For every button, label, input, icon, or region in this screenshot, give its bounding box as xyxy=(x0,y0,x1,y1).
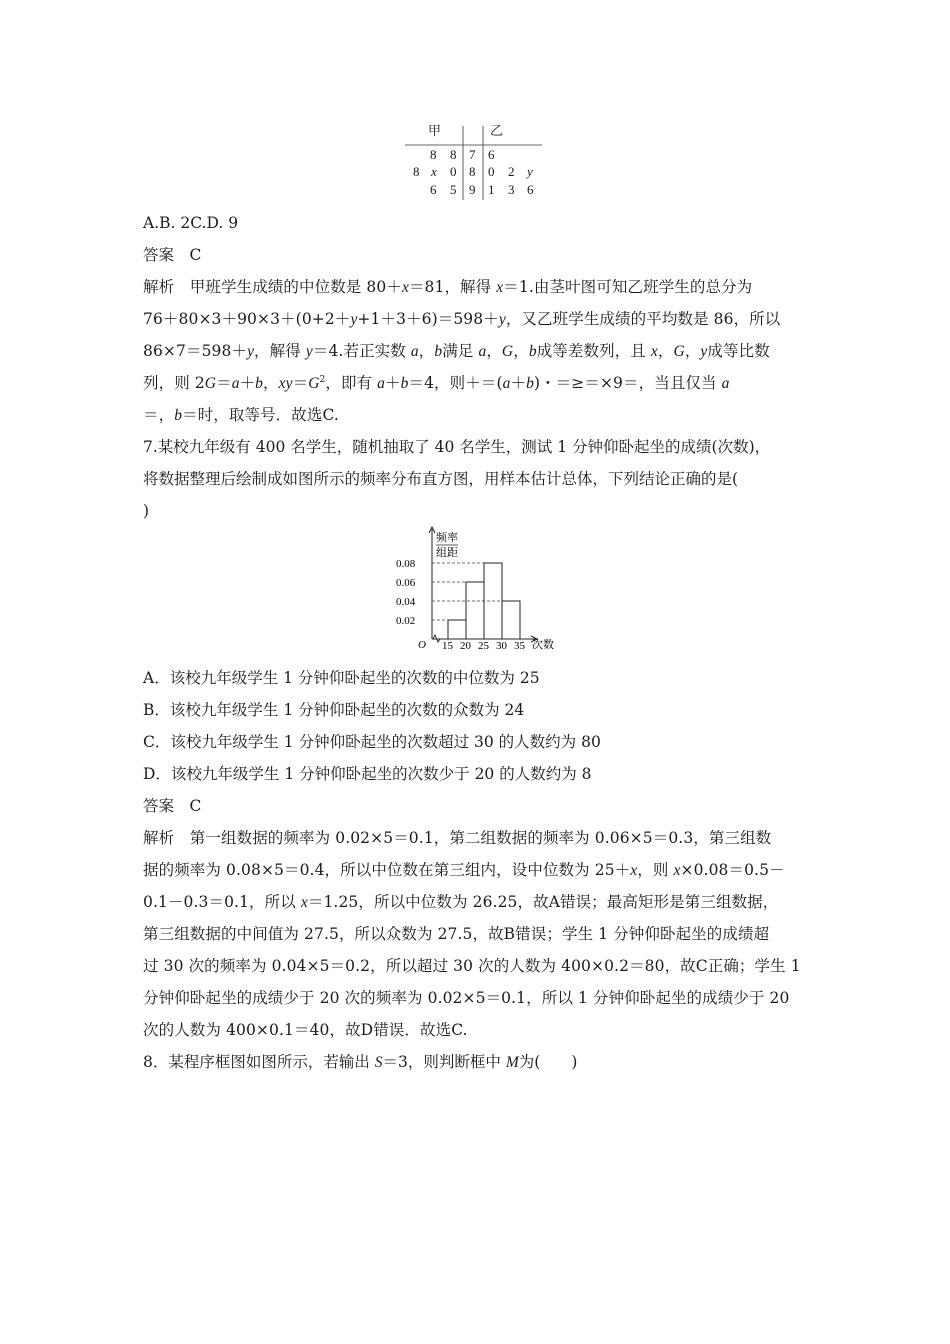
q7-analysis-line: 据的频率为 0.08×5＝0.4，所以中位数在第三组内，设中位数为 25＋x，则 x×0.08＝0.5－ xyxy=(143,861,785,879)
math-variable: y xyxy=(305,343,313,360)
math-variable: S xyxy=(374,1054,383,1071)
leaf-right: 3 xyxy=(508,182,515,197)
math-variable: x xyxy=(673,862,681,879)
q7-analysis-line: 分钟仰卧起坐的成绩少于 20 次的频率为 0.02×5＝0.1，所以 1 分钟仰卧起坐的成绩少于 20 xyxy=(143,989,790,1007)
q7-option-d: D．该校九年级学生 1 分钟仰卧起坐的次数少于 20 的人数约为 8 xyxy=(143,765,592,783)
stem-leaf-plot xyxy=(400,124,550,204)
q7-option-a: A．该校九年级学生 1 分钟仰卧起坐的次数的中位数为 25 xyxy=(143,669,540,687)
leaf-left: 5 xyxy=(450,182,457,197)
leaf-left: 0 xyxy=(450,164,457,179)
frequency-histogram xyxy=(390,525,560,653)
math-variable: G xyxy=(501,343,514,360)
y-axis-label-top: 频率 xyxy=(436,532,458,544)
math-variable: x xyxy=(496,279,504,296)
leaf-left: 8 xyxy=(413,164,420,179)
math-variable: b xyxy=(174,407,183,424)
origin-label: O xyxy=(418,639,426,651)
math-variable: b xyxy=(255,375,264,392)
x-tick-label: 35 xyxy=(514,640,525,652)
leaf-right: y xyxy=(527,164,533,179)
x-axis-label: 次数 xyxy=(532,639,554,651)
q6-analysis-line: 86×7＝598＋y，解得 y＝4.若正实数 a，b满足 a，G，b成等差数列，且 x，G，y成等比数 xyxy=(143,342,770,360)
math-variable: y xyxy=(498,311,506,328)
x-tick-label: 15 xyxy=(442,640,453,652)
leaf-left: 8 xyxy=(450,147,457,162)
math-variable: x xyxy=(300,894,308,911)
leaf-right: 0 xyxy=(488,164,495,179)
math-variable: b xyxy=(434,343,443,360)
math-variable: G xyxy=(308,375,320,392)
math-variable: x xyxy=(650,343,658,360)
math-variable: a xyxy=(721,375,730,392)
q7-analysis-line: 次的人数为 400×0.1＝40，故D错误．故选C. xyxy=(143,1021,468,1039)
q7-stem-line: ) xyxy=(143,502,150,520)
x-tick-label: 20 xyxy=(460,640,471,652)
q7-analysis-line: 过 30 次的频率为 0.04×5＝0.2，所以超过 30 次的人数为 400×0.2＝80，故C正确；学生 1 xyxy=(143,957,801,975)
q7-analysis-line: 解析 第一组数据的频率为 0.02×5＝0.1，第二组数据的频率为 0.06×5＝0.3，第三组数 xyxy=(143,829,772,847)
q6-analysis-line: 列，则 2G＝a＋b，$xy=G^2$，即有 a＋b＝4，则＋＝(a＋b)・＝≥＝×9＝，当且仅当 a xyxy=(143,374,730,392)
y-tick-label: 0.08 xyxy=(396,558,416,570)
math-variable: M xyxy=(505,1054,519,1071)
leaf-left: 8 xyxy=(430,147,437,162)
leaf-left: x xyxy=(431,164,437,179)
q7-option-b: B．该校九年级学生 1 分钟仰卧起坐的次数的众数为 24 xyxy=(143,701,525,719)
stem: 7 xyxy=(469,147,476,162)
q6-analysis-line: 解析 甲班学生成绩的中位数是 80＋x＝81，解得 x＝1.由茎叶图可知乙班学生的总分为 xyxy=(143,278,753,296)
math-variable: a xyxy=(410,343,419,360)
superscript: 2 xyxy=(319,374,326,385)
math-variable: a xyxy=(231,375,240,392)
histogram-bar xyxy=(448,620,466,639)
math-variable: xy xyxy=(278,375,293,392)
math-variable: y xyxy=(350,311,358,328)
leaf-right: 6 xyxy=(527,182,534,197)
math-variable: y xyxy=(247,343,255,360)
q7-option-c: C．该校九年级学生 1 分钟仰卧起坐的次数超过 30 的人数约为 80 xyxy=(143,733,601,751)
math-variable: y xyxy=(700,343,708,360)
y-tick-label: 0.02 xyxy=(396,615,416,627)
q8-stem: 8．某程序框图如图所示，若输出 S＝3，则判断框中 M为( ) xyxy=(143,1053,578,1071)
leaf-right: 2 xyxy=(508,164,515,179)
histogram-bar xyxy=(502,601,520,639)
q7-analysis-line: 第三组数据的中间值为 27.5，所以众数为 27.5，故B错误；学生 1 分钟仰卧起坐的成绩超 xyxy=(143,925,770,943)
q7-answer: 答案 C xyxy=(143,797,202,815)
q6-answer: 答案 C xyxy=(143,246,202,264)
y-tick-label: 0.06 xyxy=(396,577,416,589)
leaf-right: 1 xyxy=(488,182,495,197)
math-variable: a xyxy=(377,375,386,392)
math-variable: b xyxy=(400,375,409,392)
q7-stem-line: 将数据整理后绘制成如图所示的频率分布直方图，用样本估计总体，下列结论正确的是( xyxy=(143,470,739,488)
q7-stem-line: 7.某校九年级有 400 名学生，随机抽取了 40 名学生，测试 1 分钟仰卧起坐的成绩(次数)， xyxy=(143,438,771,456)
stem-leaf-header-left: 甲 xyxy=(428,123,442,138)
q6-analysis-line: ＝，b＝时，取等号．故选C. xyxy=(143,406,339,424)
stem: 9 xyxy=(469,182,476,197)
x-tick-label: 25 xyxy=(478,640,489,652)
x-tick-label: 30 xyxy=(496,640,507,652)
stem-leaf-header-right: 乙 xyxy=(490,123,504,138)
q6-analysis-line: 76＋80×3＋90×3＋(0+2＋y+1＋3＋6)＝598＋y，又乙班学生成绩的平均数是 86，所以 xyxy=(143,310,781,328)
y-tick-label: 0.04 xyxy=(396,596,416,608)
math-variable: G xyxy=(673,343,685,360)
math-variable: a xyxy=(478,343,487,360)
leaf-right: 6 xyxy=(488,147,495,162)
y-axis-label-bottom: 组距 xyxy=(436,547,458,559)
math-variable: b xyxy=(528,343,537,360)
stem: 8 xyxy=(469,164,476,179)
q6-options: A.B. 2C.D. 9 xyxy=(143,214,239,232)
leaf-left: 6 xyxy=(430,182,437,197)
math-variable: a xyxy=(502,375,511,392)
q7-analysis-line: 0.1－0.3＝0.1，所以 x＝1.25，所以中位数为 26.25，故A错误；最高矩形是第三组数据， xyxy=(143,893,779,911)
math-variable: x xyxy=(401,279,409,296)
math-variable: x xyxy=(630,862,638,879)
math-variable: b xyxy=(526,375,534,392)
histogram-bar xyxy=(466,582,484,639)
math-variable: G xyxy=(204,375,217,392)
